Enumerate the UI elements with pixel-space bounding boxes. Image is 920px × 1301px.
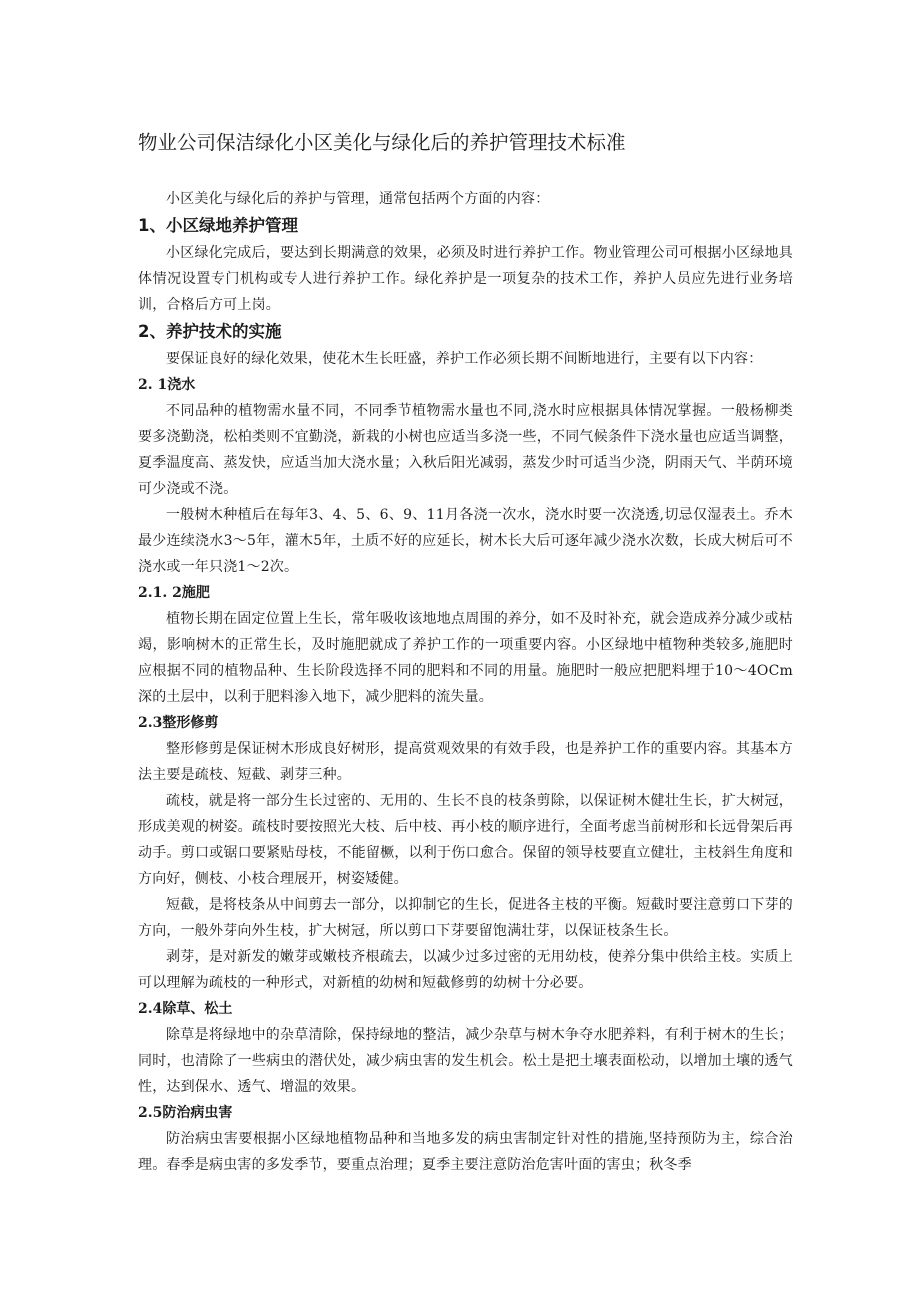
section-heading-implementation: 2、养护技术的实施 — [138, 322, 282, 341]
section-paragraph: 防治病虫害要根据小区绿地植物品种和当地多发的病虫害制定针对性的措施,坚持预防为主，综合治理。春季是病虫害的多发季节，要重点治理；夏季主要注意防治危害叶面的害虫；秋冬季 — [138, 1131, 793, 1173]
section-paragraph: 短截，是将枝条从中间剪去一部分，以抑制它的生长，促进各主枝的平衡。短截时要注意剪口下芽的方向，一般外芽向外生枝，扩大树冠，所以剪口下芽要留饱满壮芽，以保证枝条生长。 — [138, 897, 793, 939]
section-paragraph: 要保证良好的绿化效果，使花木生长旺盛，养护工作必须长期不间断地进行，主要有以下内容： — [166, 351, 763, 367]
section-paragraph: 植物长期在固定位置上生长，常年吸收该地地点周围的养分，如不及时补充，就会造成养分减少或枯竭，影响树木的正常生长，及时施肥就成了养护工作的一项重要内容。小区绿地中植物种类较多,施肥时应根据不同的植物品种、生长阶段选择不同的肥料和不同的用量。施肥时一般应把肥料埋于10～4OCm深的土层中，以利于肥料渗入地下，减少肥料的流失量。 — [138, 611, 793, 705]
subsection-heading-watering: 2. 1浇水 — [138, 377, 196, 393]
section-paragraph: 小区绿化完成后，要达到长期满意的效果，必须及时进行养护工作。物业管理公司可根据小区绿地具体情况设置专门机构或专人进行养护工作。绿化养护是一项复杂的技术工作，养护人员应先进行业务培训，合格后方可上岗。 — [138, 245, 793, 313]
section-paragraph: 一般树木种植后在每年3、4、5、6、9、11月各浇一次水，浇水时要一次浇透,切忌仅湿表土。乔木最少连续浇水3～5年，灌木5年，土质不好的应延长，树木长大后可逐年减少浇水次数，长成大树后可不浇水或一年只浇1～2次。 — [138, 507, 793, 575]
section-paragraph: 不同品种的植物需水量不同，不同季节植物需水量也不同,浇水时应根据具体情况掌握。一般杨柳类要多浇勤浇，松柏类则不宜勤浇，新栽的小树也应适当多浇一些，不同气候条件下浇水量也应适当调整，夏季温度高、蒸发快，应适当加大浇水量；入秋后阳光减弱，蒸发少时可适当少浇，阴雨天气、半荫环境可少浇或不浇。 — [138, 403, 793, 497]
section-paragraph: 剥芽，是对新发的嫩芽或嫩枝齐根疏去，以减少过多过密的无用幼枝，使养分集中供给主枝。实质上可以理解为疏枝的一种形式，对新植的幼树和短截修剪的幼树十分必要。 — [138, 949, 793, 991]
document-title: 物业公司保洁绿化小区美化与绿化后的养护管理技术标准 — [138, 131, 626, 154]
section-paragraph: 疏枝，就是将一部分生长过密的、无用的、生长不良的枝条剪除，以保证树木健壮生长，扩大树冠，形成美观的树姿。疏枝时要按照光大枝、后中枝、再小枝的顺序进行，全面考虑当前树形和长远骨架后再动手。剪口或锯口要紧贴母枝，不能留橛，以利于伤口愈合。保留的领导枝要直立健壮，主枝斜生角度和方向好，侧枝、小枝合理展开，树姿矮健。 — [138, 793, 793, 887]
section-heading-green-maintenance: 1、小区绿地养护管理 — [138, 216, 298, 235]
section-paragraph: 除草是将绿地中的杂草清除，保持绿地的整洁，减少杂草与树木争夺水肥养料，有利于树木的生长；同时，也清除了一些病虫的潜伏处，减少病虫害的发生机会。松土是把土壤表面松动，以增加土壤的透气性，达到保水、透气、增温的效果。 — [138, 1027, 793, 1095]
document-body — [138, 186, 793, 1178]
section-paragraph: 整形修剪是保证树木形成良好树形，提高赏观效果的有效手段，也是养护工作的重要内容。其基本方法主要是疏枝、短截、剥芽三种。 — [138, 741, 793, 783]
subsection-heading-pest-control: 2.5防治病虫害 — [138, 1105, 233, 1121]
subsection-heading-fertilizing: 2.1. 2施肥 — [138, 585, 210, 601]
intro-paragraph: 小区美化与绿化后的养护与管理，通常包括两个方面的内容： — [166, 191, 550, 207]
subsection-heading-pruning: 2.3整形修剪 — [138, 715, 219, 731]
subsection-heading-weeding: 2.4除草、松土 — [138, 1001, 233, 1017]
